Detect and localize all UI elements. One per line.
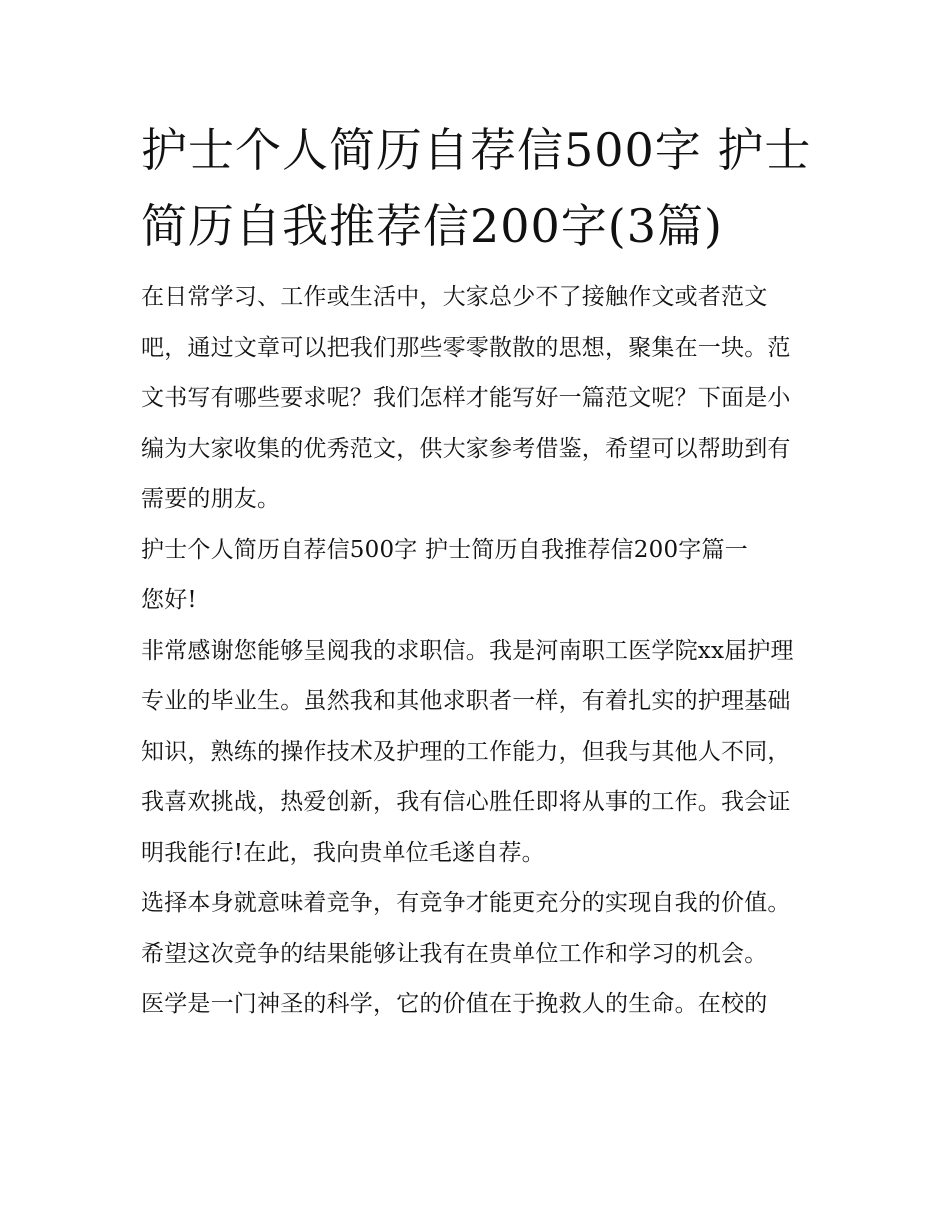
body-paragraph: 选择本身就意味着竞争，有竞争才能更充分的实现自我的价值。希望这次竞争的结果能够让我有在贵单位工作和学习的机会。 [141, 890, 791, 967]
intro-paragraph: 在日常学习、工作或生活中，大家总少不了接触作文或者范文吧，通过文章可以把我们那些零零散散的思想，聚集在一块。范文书写有哪些要求呢？我们怎样才能写好一篇范文呢？下面是小编为大家收集的优秀范文，供大家参考借鉴，希望可以帮助到有需要的朋友。 [141, 284, 791, 512]
document-title: 护士个人简历自荐信500字 护士简历自我推荐信200字(3篇) [141, 123, 812, 253]
body-paragraph: 医学是一门神圣的科学，它的价值在于挽救人的生命。在校的 [141, 991, 768, 1017]
section-heading: 护士个人简历自荐信500字 护士简历自我推荐信200字篇一 [141, 536, 748, 563]
document-page [141, 112, 813, 1030]
document-body [141, 272, 813, 1030]
greeting: 您好! [141, 587, 197, 613]
body-paragraph: 非常感谢您能够呈阅我的求职信。我是河南职工医学院xx届护理专业的毕业生。虽然我和其他求职者一样，有着扎实的护理基础知识，熟练的操作技术及护理的工作能力，但我与其他人不同，我喜欢挑战，热爱创新，我有信心胜任即将从事的工作。我会证明我能行!在此，我向贵单位毛遂自荐。 [141, 637, 794, 866]
